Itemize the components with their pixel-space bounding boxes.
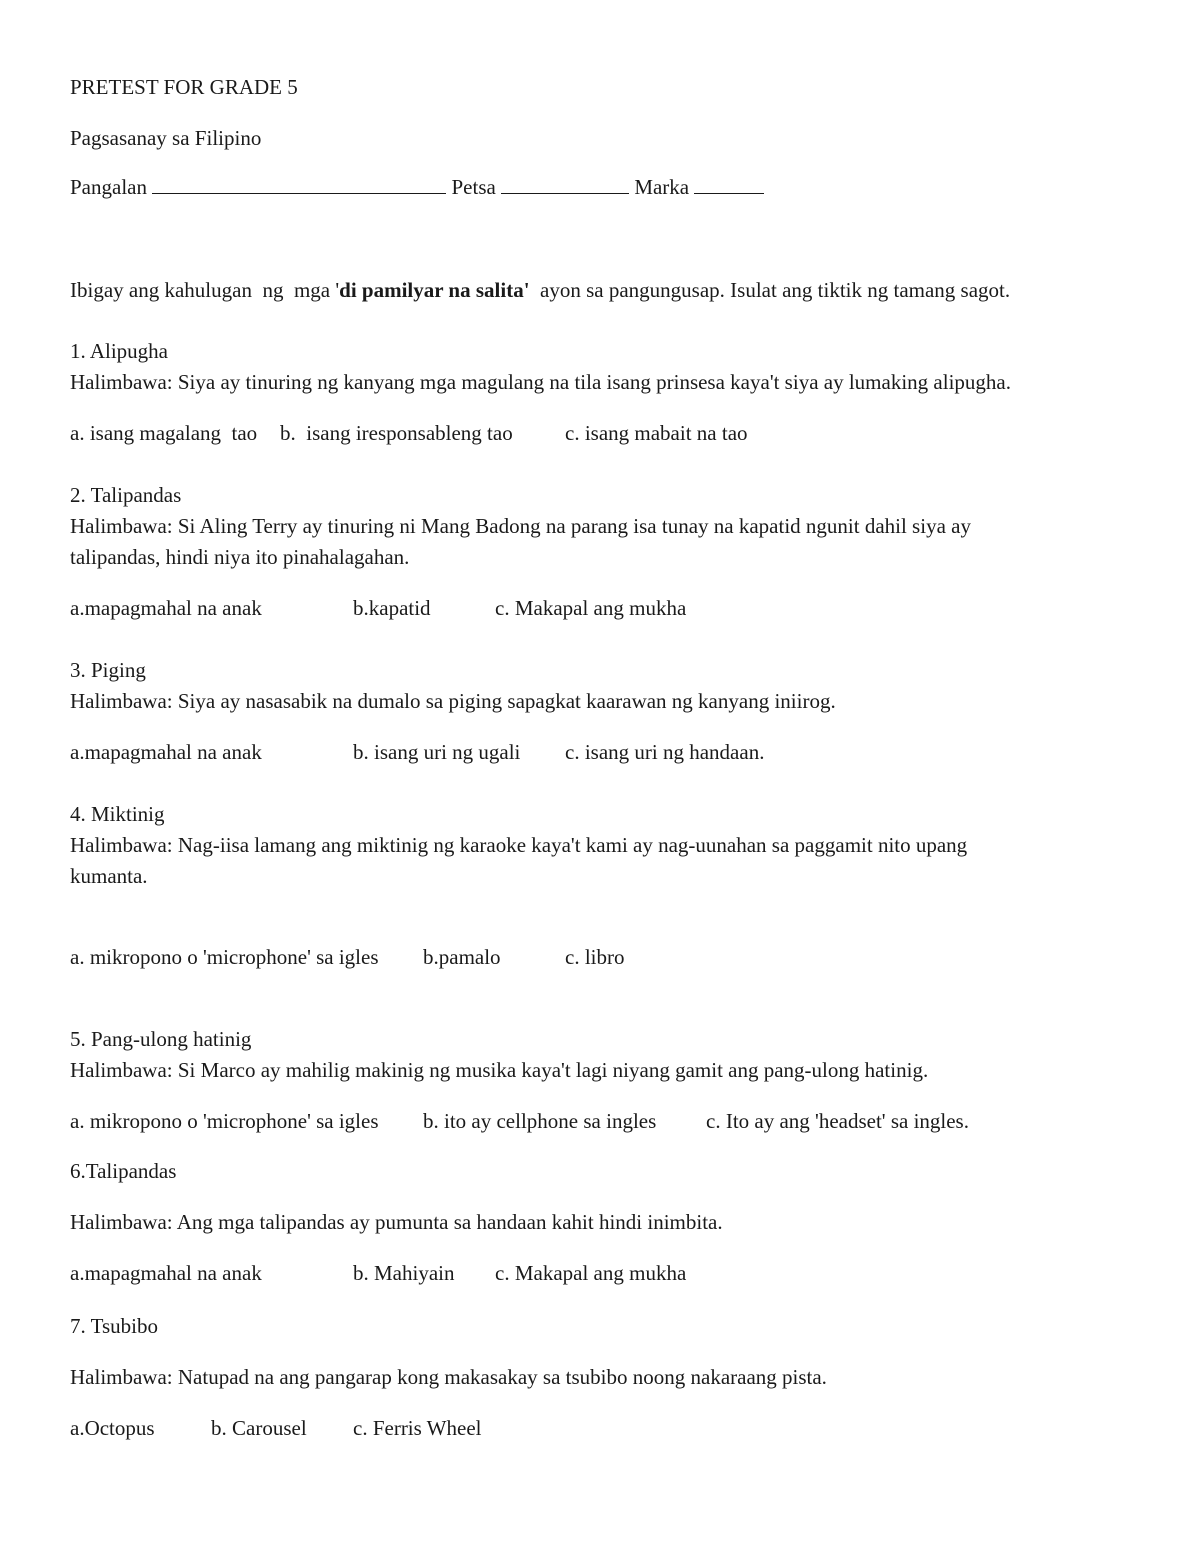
option-c[interactable]: c. isang mabait na tao: [565, 421, 748, 445]
item-3-example: Halimbawa: Siya ay nasasabik na dumalo sa piging sapagkat kaarawan ng kanyang iniirog.: [70, 689, 836, 713]
option-a[interactable]: a. mikropono o 'microphone' sa igles: [70, 1109, 379, 1133]
option-a[interactable]: a.mapagmahal na anak: [70, 1261, 262, 1285]
name-label: Pangalan: [70, 175, 147, 199]
option-b[interactable]: b. isang uri ng ugali: [353, 740, 521, 764]
item-1-word: 1. Alipugha: [70, 339, 168, 363]
option-c[interactable]: c. libro: [565, 945, 625, 969]
option-b[interactable]: b.kapatid: [353, 596, 431, 620]
instruction-bold: di pamilyar na salita': [339, 278, 530, 302]
name-blank[interactable]: [152, 177, 446, 194]
score-label: Marka: [634, 175, 690, 199]
item-1-example: Halimbawa: Siya ay tinuring ng kanyang mga magulang na tila isang prinsesa kaya't siya ay lumaking alipugha.: [70, 370, 1011, 394]
page-title: PRETEST FOR GRADE 5: [70, 75, 298, 99]
item-5-word: 5. Pang-ulong hatinig: [70, 1027, 252, 1051]
subject-line: Pagsasanay sa Filipino: [70, 126, 262, 150]
date-blank[interactable]: [501, 177, 629, 194]
item-2-example: Halimbawa: Si Aling Terry ay tinuring ni Mang Badong na parang isa tunay na kapatid ngunit dahil siya ay: [70, 514, 971, 538]
option-b[interactable]: b. Carousel: [211, 1416, 307, 1440]
option-b[interactable]: b.pamalo: [423, 945, 501, 969]
header-fields: [70, 177, 764, 198]
instruction: Ibigay ang kahulugan ng mga 'di pamilyar na salita' ayon sa pangungusap. Isulat ang tiktik ng tamang sagot.: [70, 278, 1011, 302]
date-label: Petsa: [451, 175, 496, 199]
item-6-example: Halimbawa: Ang mga talipandas ay pumunta sa handaan kahit hindi inimbita.: [70, 1210, 723, 1234]
item-3-word: 3. Piging: [70, 658, 146, 682]
item-4-example: Halimbawa: Nag-iisa lamang ang miktinig ng karaoke kaya't kami ay nag-uunahan sa paggamit nito upang: [70, 833, 968, 857]
score-blank[interactable]: [694, 177, 764, 194]
option-c[interactable]: c. Ferris Wheel: [353, 1416, 482, 1440]
item-7-options: [70, 1416, 482, 1502]
option-a[interactable]: a.mapagmahal na anak: [70, 740, 262, 764]
option-c[interactable]: c. Makapal ang mukha: [495, 596, 687, 620]
item-7-example: Halimbawa: Natupad na ang pangarap kong makasakay sa tsubibo noong nakaraang pista.: [70, 1365, 827, 1389]
item-2-example-cont: talipandas, hindi niya ito pinahalagahan.: [70, 545, 410, 569]
item-5-example: Halimbawa: Si Marco ay mahilig makinig ng musika kaya't lagi niyang gamit ang pang-ulong hatinig.: [70, 1058, 929, 1082]
item-7-word: 7. Tsubibo: [70, 1314, 158, 1338]
item-4-word: 4. Miktinig: [70, 802, 165, 826]
option-a[interactable]: a. isang magalang tao: [70, 421, 258, 445]
option-a[interactable]: a. mikropono o 'microphone' sa igles: [70, 945, 379, 969]
item-2-word: 2. Talipandas: [70, 483, 182, 507]
option-c[interactable]: c. Makapal ang mukha: [495, 1261, 687, 1285]
option-a[interactable]: a.mapagmahal na anak: [70, 596, 262, 620]
option-b[interactable]: b. ito ay cellphone sa ingles: [423, 1109, 657, 1133]
option-a[interactable]: a.Octopus: [70, 1416, 155, 1440]
option-b[interactable]: b. Mahiyain: [353, 1261, 455, 1285]
item-4-options: [70, 945, 625, 1031]
option-c[interactable]: c. Ito ay ang 'headset' sa ingles.: [706, 1109, 969, 1133]
item-4-example-cont: kumanta.: [70, 864, 148, 888]
option-b[interactable]: b. isang iresponsableng tao: [280, 421, 513, 445]
item-6-word: 6.Talipandas: [70, 1159, 177, 1183]
option-c[interactable]: c. isang uri ng handaan.: [565, 740, 765, 764]
